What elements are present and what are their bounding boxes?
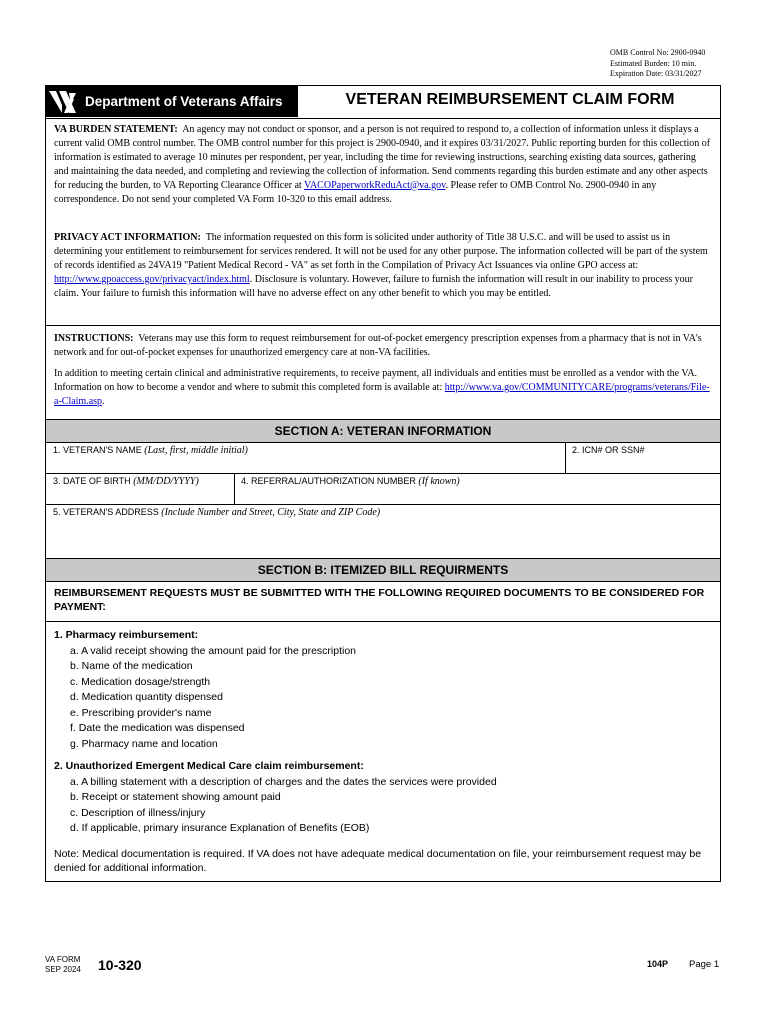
- privacy-act-statement: [54, 231, 712, 301]
- vendor-text: In addition to meeting certain clinical and administrative requirements, to receive payment, all individuals and entities must be enrolled as a vendor with the VA. Information on how to become a vendor and where to submit this completed form is available at:: [54, 368, 698, 393]
- divider: [46, 621, 720, 622]
- instructions-heading: INSTRUCTIONS:: [54, 333, 134, 344]
- estimated-burden: Estimated Burden: 10 min.: [610, 58, 697, 68]
- pharmacy-heading: 1. Pharmacy reimbursement:: [54, 629, 199, 641]
- section-a-title: SECTION A: VETERAN INFORMATION: [46, 420, 720, 442]
- list-item: e. Prescribing provider's name: [70, 706, 212, 719]
- burden-text-end: . Please refer to OMB Control No. 2900-0940 in any correspondence. Do not send your completed VA Form 10-320 to this email address.: [54, 179, 657, 205]
- pharmacy-requirements: [54, 628, 714, 752]
- list-item: f. Date the medication was dispensed: [70, 722, 245, 734]
- footer-form-number: 10-320: [98, 957, 142, 973]
- va-logo-icon: [48, 89, 78, 115]
- department-banner: [46, 86, 298, 117]
- section-b-title: SECTION B: ITEMIZED BILL REQUIRMENTS: [46, 559, 720, 581]
- burden-heading: VA BURDEN STATEMENT:: [54, 124, 178, 135]
- privacy-heading: PRIVACY ACT INFORMATION:: [54, 232, 201, 243]
- medical-documentation-note: Note: Medical documentation is required. If VA does not have adequate medical documentation on file, your reimbursement request may be denied for additional information.: [54, 848, 702, 874]
- claim-form: [45, 85, 721, 882]
- burden-text: An agency may not conduct or sponsor, and a person is not required to respond to, a collection of information unless it displays a current valid OMB control number. The OMB control number for this project is 2900-0940, and it expires 03/31/2027. Public reporting burden for this collection of information is estimated to average 10 minutes per respondent, per year, including the time for reviewing instructions, searching existing data sources, gathering and maintaining the data needed, and completing and reviewing the collection of information. Send comments regarding this burden estimate and any other aspects for reducing the burden, to VA Reporting Clearance Officer at: [54, 124, 711, 191]
- instructions-text: Veterans may use this form to request reimbursement for out-of-pocket emergency prescription expenses from a pharmacy that is not in VA's network and for out-of-pocket expenses for unauthorized emergency care at non-VA facilities.: [54, 333, 702, 358]
- emergent-care-requirements: [54, 759, 714, 837]
- referral-number-label: 4. REFERRAL/AUTHORIZATION NUMBER (If known): [241, 476, 460, 487]
- footer-code: 104P: [647, 959, 669, 969]
- list-item: g. Pharmacy name and location: [70, 737, 218, 750]
- referral-number-field[interactable]: [241, 489, 711, 502]
- form-title: VETERAN REIMBURSEMENT CLAIM FORM: [345, 91, 675, 108]
- list-item: b. Name of the medication: [70, 660, 193, 672]
- expiration-date: Expiration Date: 03/31/2027: [610, 69, 702, 78]
- veteran-name-label: 1. VETERAN'S NAME (Last, first, middle initial): [53, 445, 248, 456]
- omb-block: [610, 48, 705, 80]
- veteran-name-field[interactable]: [53, 458, 558, 471]
- footer-form-label: VA FORM SEP 2024: [45, 955, 81, 974]
- divider: [46, 581, 720, 582]
- list-item: d. Medication quantity dispensed: [70, 691, 223, 703]
- required-documents-statement: REIMBURSEMENT REQUESTS MUST BE SUBMITTED WITH THE FOLLOWING REQUIRED DOCUMENTS TO BE CONSIDERED FOR PAYMENT:: [54, 587, 705, 613]
- list-item: c. Medication dosage/strength: [70, 675, 211, 688]
- divider: [46, 442, 720, 443]
- list-item: b. Receipt or statement showing amount paid: [70, 791, 281, 803]
- divider: [46, 504, 720, 505]
- emergent-care-heading: 2. Unauthorized Emergent Medical Care claim reimbursement:: [54, 760, 364, 772]
- page-number: Page 1: [689, 959, 720, 970]
- burden-email-link[interactable]: VACOPaperworkReduAct@va.gov: [304, 179, 446, 191]
- department-name: Department of Veterans Affairs: [85, 94, 283, 109]
- community-care-link[interactable]: http://www.va.gov/COMMUNITYCARE/programs/veterans/File-a-Claim.asp: [54, 381, 710, 407]
- privacy-text: The information requested on this form is solicited under authority of Title 38 U.S.C. and will be used to assist us in determining your entitlement to reimbursement for services rendered. It will not be used for any other purpose. The information collected will be part of the system of records identified as 24VA19 "Patient Medical Record - VA" as set forth in the Compilation of Privacy Act Issuances via online GPO access at:: [54, 232, 708, 271]
- list-item: c. Description of illness/injury: [70, 806, 206, 819]
- date-of-birth-field[interactable]: [53, 489, 228, 502]
- icn-ssn-label: 2. ICN# OR SSN#: [572, 445, 645, 455]
- list-item: a. A valid receipt showing the amount paid for the prescription: [70, 644, 357, 657]
- veteran-address-field[interactable]: [53, 522, 713, 552]
- date-of-birth-label: 3. DATE OF BIRTH (MM/DD/YYYY): [53, 476, 199, 487]
- list-item: a. A billing statement with a description of charges and the dates the services were provided: [70, 775, 497, 788]
- vendor-paragraph: In addition to meeting certain clinical and administrative requirements, to receive payment, all individuals and entities must be enrolled as a vendor with the VA. Information on how to become a vendor and where to submit this completed form is available at: http://www.va.gov/COMMUNITYCARE/programs/veterans/File-a-Claim.asp.: [54, 368, 710, 407]
- privacy-link[interactable]: http://www.gpoaccess.gov/privacyact/index.html: [54, 273, 250, 285]
- privacy-text-end: . Disclosure is voluntary. However, failure to furnish the information will result in our inability to process your claim. Your failure to furnish this information will have no adverse effect on any other benefit to which you may be entitled.: [54, 273, 694, 299]
- list-item: d. If applicable, primary insurance Explanation of Benefits (EOB): [70, 822, 370, 834]
- burden-statement: [54, 123, 712, 206]
- instructions-paragraph: [54, 332, 712, 360]
- omb-control-number: OMB Control No: 2900-0940: [610, 48, 706, 57]
- divider: [46, 473, 720, 474]
- icn-ssn-field[interactable]: [572, 458, 712, 471]
- divider: [234, 473, 235, 504]
- divider: [46, 325, 720, 326]
- form-header: [46, 86, 720, 119]
- veteran-address-label: 5. VETERAN'S ADDRESS (Include Number and Street, City, State and ZIP Code): [53, 507, 381, 518]
- divider: [565, 442, 566, 473]
